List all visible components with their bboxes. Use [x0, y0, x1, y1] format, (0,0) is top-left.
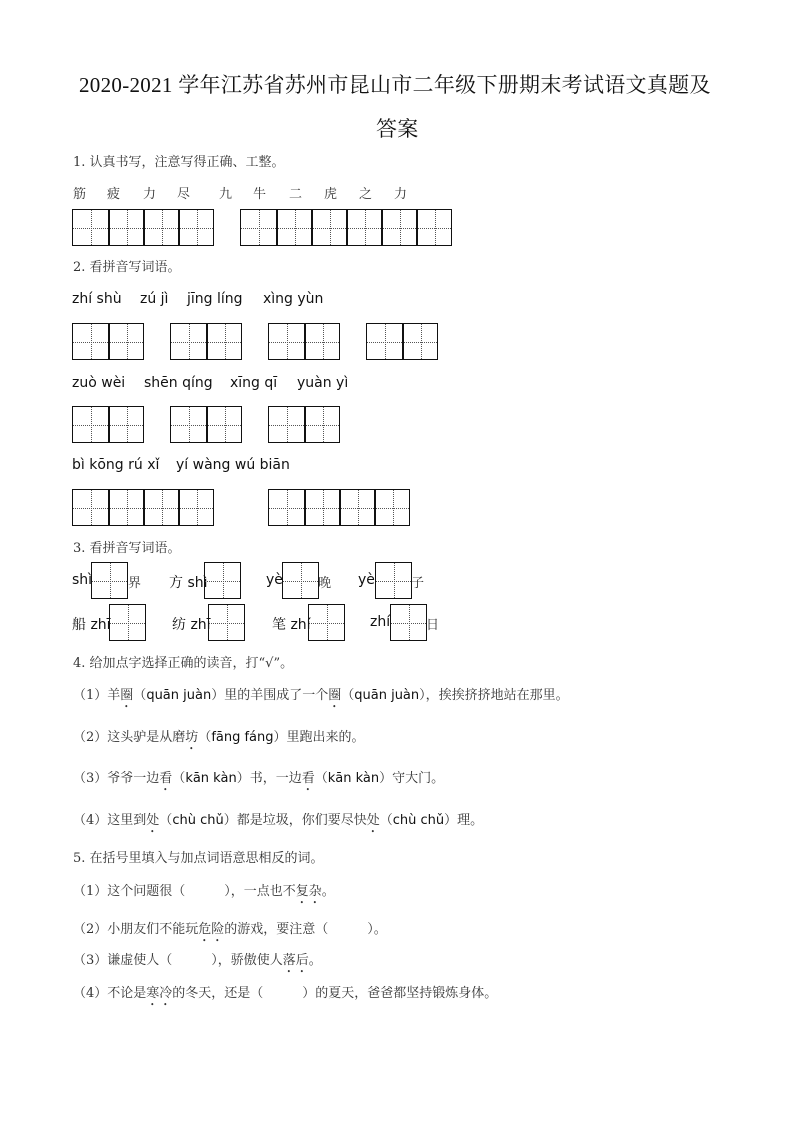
question-1-heading: 1. 认真书写，注意写得正确、工整。	[73, 155, 285, 170]
pinyin-option[interactable]: kān kàn	[327, 771, 380, 786]
pinyin-option[interactable]: fāng fáng	[211, 730, 274, 745]
q1-char: 力	[394, 187, 408, 202]
pinyin-option[interactable]: kān kàn	[185, 771, 237, 786]
question-3-heading: 3. 看拼音写词语。	[73, 541, 181, 556]
dotted-word: 寒冷	[146, 986, 173, 1001]
writing-grid[interactable]	[204, 562, 241, 599]
q4-item-3: （3）爷爷一边看（kān kàn）书，一边看（kān kàn）守大门。	[73, 771, 445, 786]
document-title-line1: 2020-2021 学年江苏省苏州市昆山市二年级下册期末考试语文真题及	[79, 73, 711, 97]
writing-grid[interactable]	[375, 562, 412, 599]
writing-grid[interactable]	[268, 406, 340, 443]
dotted-char: 圈	[120, 688, 134, 703]
question-5-heading: 5. 在括号里填入与加点词语意思相反的词。	[73, 851, 324, 866]
pinyin-label: yuàn yì	[297, 375, 349, 391]
pinyin-label: zhí	[370, 614, 391, 630]
pinyin-label: xīng qī	[230, 375, 278, 391]
pinyin-label: 笔 zhí	[272, 617, 311, 633]
pinyin-option[interactable]: quān juàn	[354, 688, 420, 703]
writing-grid[interactable]	[268, 489, 410, 526]
q5-item-4: （4）不论是寒冷的冬天，还是（ ）的夏天，爸爸都坚持锻炼身体。	[73, 986, 498, 1001]
pinyin-label: yí wàng wú biān	[176, 457, 290, 473]
pinyin-option[interactable]: quān juàn	[146, 688, 212, 703]
dotted-char: 处	[146, 813, 160, 828]
question-4-heading: 4. 给加点字选择正确的读音，打“√”。	[73, 656, 294, 671]
q1-char: 疲	[107, 187, 121, 202]
pinyin-label: zhí shù	[72, 291, 122, 307]
pinyin-label: zú jì	[140, 291, 169, 307]
writing-grid[interactable]	[109, 604, 146, 641]
pinyin-label: 方 shì	[169, 575, 208, 591]
pinyin-label: xìng yùn	[263, 291, 324, 307]
dotted-char: 圈	[328, 688, 342, 703]
question-2-heading: 2. 看拼音写词语。	[73, 260, 181, 275]
pinyin-label: 纺 zhī	[172, 617, 211, 633]
pinyin-label: shēn qíng	[144, 375, 213, 391]
dotted-char: 看	[301, 771, 315, 786]
q4-item-4: （4）这里到处（chù chǔ）都是垃圾，你们要尽快处（chù chǔ）理。	[73, 813, 484, 828]
q1-char: 牛	[253, 187, 267, 202]
q5-item-3: （3）谦虚使人（ ），骄傲使人落后。	[73, 953, 322, 968]
writing-grid[interactable]	[170, 323, 242, 360]
dotted-word: 危险	[198, 922, 225, 937]
q1-char: 虎	[324, 187, 338, 202]
q5-item-2: （2）小朋友们不能玩危险的游戏，要注意（ ）。	[73, 922, 387, 937]
pinyin-label: jīng líng	[187, 291, 243, 307]
dotted-char: 处	[366, 813, 380, 828]
q4-item-2: （2）这头驴是从磨坊（fāng fáng）里跑出来的。	[73, 730, 365, 745]
pinyin-label: shì	[72, 572, 93, 588]
suffix-char: 晚	[318, 576, 332, 591]
pinyin-label: zuò wèi	[72, 375, 126, 391]
writing-grid[interactable]	[72, 323, 144, 360]
dotted-word: 复杂	[295, 884, 322, 899]
q1-char: 力	[143, 187, 157, 202]
writing-grid[interactable]	[72, 489, 214, 526]
writing-grid[interactable]	[282, 562, 319, 599]
q1-char: 二	[289, 187, 303, 202]
q1-char: 筋	[73, 187, 87, 202]
dotted-word: 落后	[282, 953, 309, 968]
writing-grid[interactable]	[268, 323, 340, 360]
writing-grid[interactable]	[366, 323, 438, 360]
dotted-char: 坊	[185, 730, 199, 745]
pinyin-option[interactable]: chù chǔ	[172, 813, 224, 828]
writing-grid[interactable]	[72, 406, 144, 443]
pinyin-label: yè	[358, 572, 375, 588]
pinyin-label: yè	[266, 572, 283, 588]
pinyin-label: bì kōng rú xǐ	[72, 457, 160, 473]
q4-item-1: （1）羊圈（quān juàn）里的羊围成了一个圈（quān juàn），挨挨挤挤地站在那里。	[73, 688, 569, 703]
pinyin-option[interactable]: chù chǔ	[392, 813, 445, 828]
document-title-line2: 答案	[376, 117, 419, 141]
writing-grid[interactable]	[308, 604, 345, 641]
suffix-char: 子	[411, 576, 425, 591]
q1-char: 九	[219, 187, 233, 202]
q1-char: 尽	[177, 187, 191, 202]
writing-grid[interactable]	[390, 604, 427, 641]
dotted-char: 看	[159, 771, 173, 786]
writing-grid[interactable]	[170, 406, 242, 443]
writing-grid[interactable]	[208, 604, 245, 641]
suffix-char: 界	[128, 576, 142, 591]
suffix-char: 日	[426, 618, 440, 633]
writing-grid-q1-a[interactable]	[72, 209, 214, 246]
pinyin-label: 船 zhī	[72, 617, 111, 633]
writing-grid-q1-b[interactable]	[240, 209, 452, 246]
writing-grid[interactable]	[91, 562, 128, 599]
q1-char: 之	[359, 187, 373, 202]
q5-item-1: （1）这个问题很（ ），一点也不复杂。	[73, 884, 335, 899]
